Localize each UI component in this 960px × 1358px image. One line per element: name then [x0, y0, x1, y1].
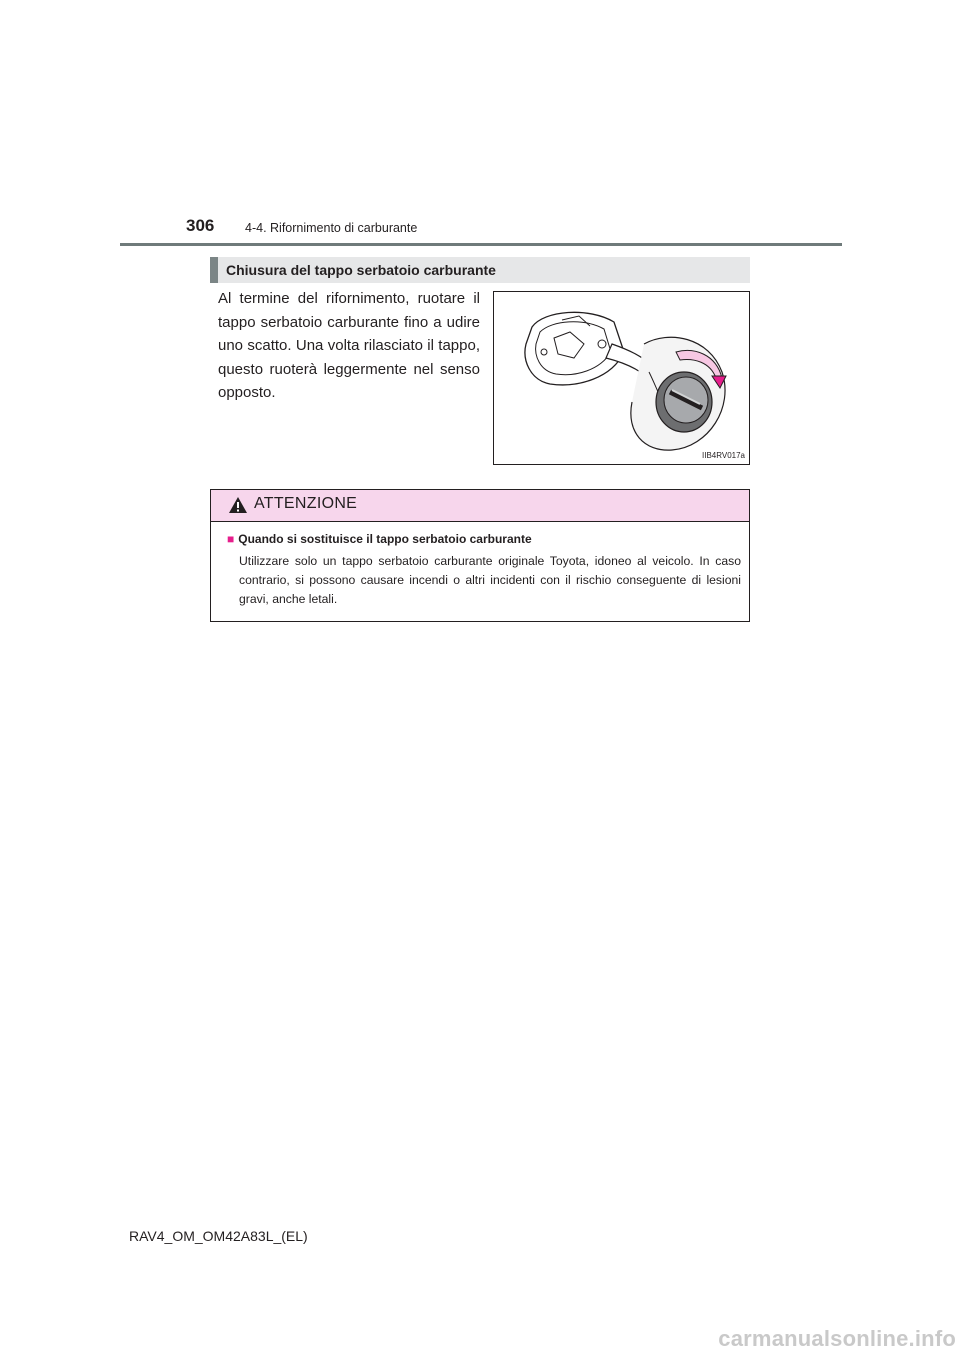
section-heading: Chiusura del tappo serbatoio carburante [226, 262, 496, 278]
caution-item-title-text: Quando si sostituisce il tappo serbatoio carburante [238, 532, 532, 546]
square-bullet-icon: ■ [227, 532, 235, 546]
caution-header [211, 490, 749, 522]
body-paragraph: Al termine del rifornimento, ruotare il tappo serbatoio carburante fino a udire uno scatto. Una volta rilasciato il tappo, questo ruoterà leggermente nel senso opposto. [218, 290, 480, 401]
caution-box [210, 489, 750, 622]
watermark: carmanualsonline.info [718, 1326, 956, 1351]
section-header: 4-4. Rifornimento di carburante [245, 221, 418, 235]
warning-triangle-icon [228, 496, 248, 514]
section-heading-bar [210, 257, 750, 283]
page-number: 306 [186, 216, 215, 235]
fuel-cap-figure [493, 291, 750, 465]
caution-item-title [227, 532, 532, 546]
caution-text: Utilizzare solo un tappo serbatoio carburante originale Toyota, idoneo al veicolo. In caso contrario, si possono causare incendi o altri incidenti con il rischio conseguente di lesioni gravi, anche letali. [239, 554, 741, 606]
footer-code: RAV4_OM_OM42A83L_(EL) [129, 1228, 308, 1244]
figure-code: IIB4RV017a [702, 451, 745, 460]
fuel-cap-illustration [494, 292, 749, 464]
header-rule [120, 243, 842, 246]
caution-title: ATTENZIONE [254, 495, 358, 512]
